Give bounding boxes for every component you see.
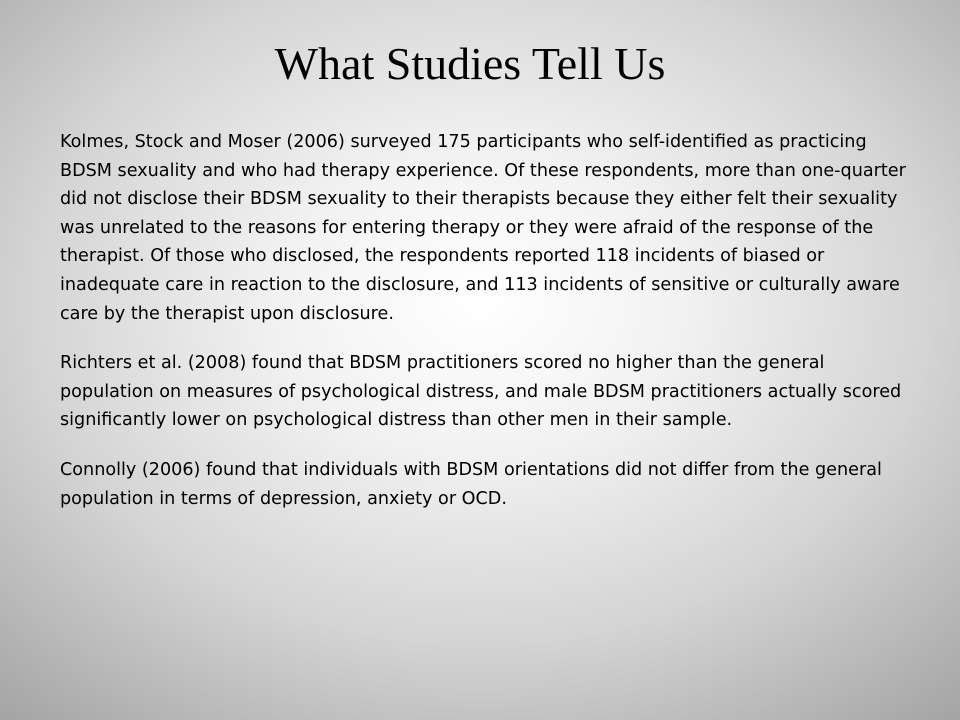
paragraph-connolly-study: Connolly (2006) found that individuals with BDSM orientations did not differ from the general population in terms of depression, anxiety or OCD. <box>60 459 882 509</box>
slide-title: What Studies Tell Us <box>274 38 666 89</box>
slide-body <box>60 128 910 534</box>
paragraph-kolmes-study: Kolmes, Stock and Moser (2006) surveyed 175 participants who self-identified as practicing BDSM sexuality and who had therapy experience. Of these respondents, more than one-quarter did not disclose their BDSM sexuality to their therapists because they either felt their sexuality was unrelated to the reasons for entering therapy or they were afraid of the response of the therapist. Of those who disclosed, the respondents reported 118 incidents of biased or inadequate care in reaction to the disclosure, and 113 incidents of sensitive or culturally aware care by the therapist upon disclosure. <box>60 132 906 324</box>
paragraph-richters-study: Richters et al. (2008) found that BDSM practitioners scored no higher than the general population on measures of psychological distress, and male BDSM practitioners actually scored significantly lower on psychological distress than other men in their sample. <box>60 353 902 431</box>
